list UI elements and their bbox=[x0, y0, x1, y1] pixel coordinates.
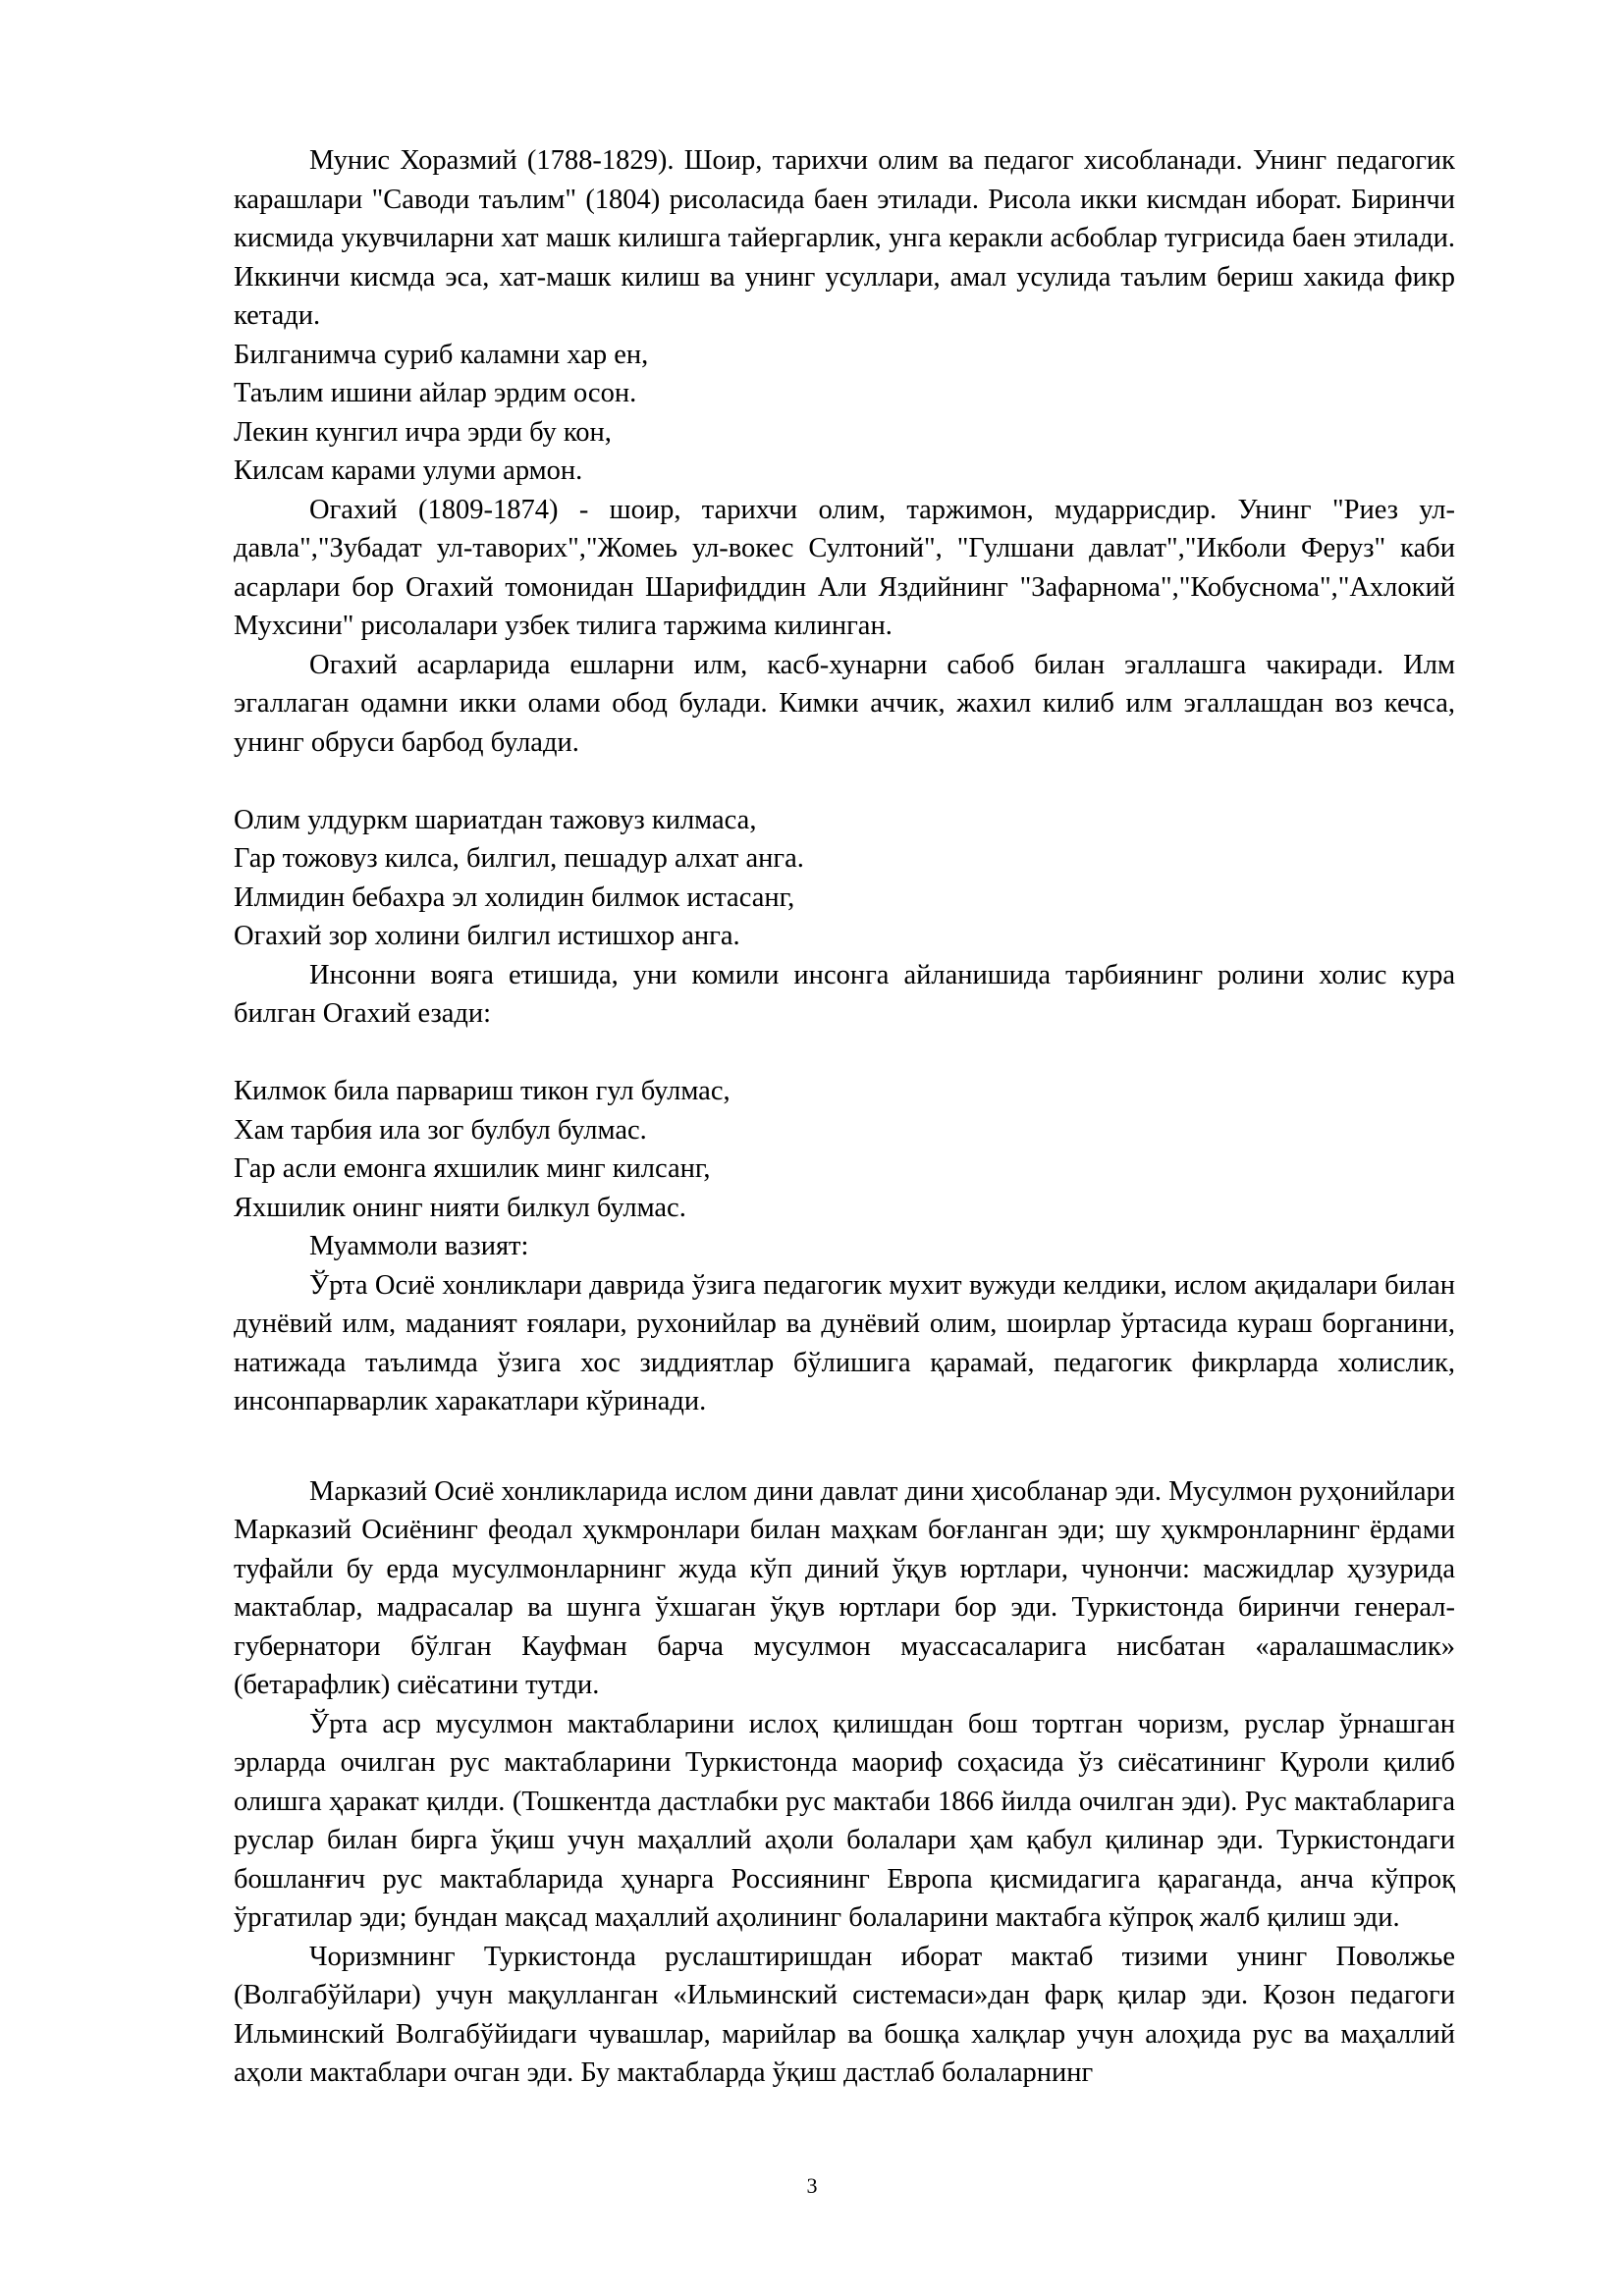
blank-line bbox=[234, 1034, 1455, 1073]
problem-label: Муаммоли вазият: bbox=[309, 1231, 529, 1261]
verse-munis bbox=[234, 336, 1455, 491]
verse-line: Гар тожовуз килса, билгил, пешадур алхат анга. bbox=[234, 843, 804, 874]
verse-line: Килмок била парвариш тикон гул булмас, bbox=[234, 1076, 731, 1106]
paragraph-ogahiy-intro: Огахий (1809-1874) - шоир, тарихчи олим, таржимон, мударрисдир. Унинг "Риез ул-давла","Зубадат ул-таворих","Жомеь ул-вокес Султоний", "Гулшани давлат","Икболи Феруз" каби асарлари бор Огахий томонидан Шарифиддин Али Яздийнинг "Зафарнома","Кобуснома","Ахлокий Мухсини" рисолалари узбек тилига таржима килинган. bbox=[234, 494, 1455, 641]
verse-ogahiy-1 bbox=[234, 801, 1455, 956]
verse-line: Билганимча суриб каламни хар ен, bbox=[234, 339, 649, 370]
page-number: 3 bbox=[806, 2173, 818, 2198]
paragraph-upbringing: Инсонни вояга етишида, уни комили инсонга айланишида тарбиянинг ролини холис кура билган Огахий езади: bbox=[234, 959, 1455, 1029]
verse-line: Килсам карами улуми армон. bbox=[234, 455, 583, 486]
verse-line: Илмидин бебахра эл холидин билмок истасанг, bbox=[234, 881, 795, 913]
verse-line: Огахий зор холини билгил истишхор анга. bbox=[234, 921, 740, 951]
paragraph-munis: Мунис Хоразмий (1788-1829). Шоир, тарихчи олим ва педагог хисобланади. Унинг педагогик карашлари "Саводи таълим" (1804) рисоласида баен этилади. Рисола икки кисмдан иборат. Биринчи кисмида укувчиларни хат машк килишга тайергарлик, унга керакли асбоблар тугрисида баен этилади. Иккинчи кисмда эса, хат-машк килиш ва унинг усуллари, амал усулида таълим бериш хакида фикр кетади. bbox=[234, 145, 1455, 331]
blank-line bbox=[234, 762, 1455, 801]
paragraph-problem: Ўрта Осиё хонликлари даврида ўзига педагогик мухит вужуди келдики, ислом ақидалари билан дунёвий илм, маданият ғоялари, рухонийлар ва дунёвий олим, шоирлар ўртасида кураш борганини, натижада таълимда ўзига хос зиддиятлар бўлишига қарамай, педагогик фикрларда холислик, инсонпарварлик харакатлари кўринади. bbox=[234, 1269, 1455, 1416]
verse-line: Лекин кунгил ичра эрди бу кон, bbox=[234, 416, 612, 448]
verse-line: Таълим ишини айлар эрдим осон. bbox=[234, 378, 637, 408]
spacer bbox=[234, 1461, 1455, 1472]
verse-line: Олим улдуркм шариатдан тажовуз килмаса, bbox=[234, 804, 757, 835]
verse-ogahiy-2 bbox=[234, 1072, 1455, 1227]
page-content bbox=[234, 141, 1455, 2093]
verse-line: Гар асли емонга яхшилик минг килсанг, bbox=[234, 1153, 711, 1184]
paragraph-ogahiy-works: Огахий асарларида ешларни илм, касб-хунарни сабоб билан эгаллашга чакиради. Илм эгаллаган одамни икки олами обод булади. Кимки аччик, жахил килиб илм эгаллашдан воз кечса, унинг обруси барбод булади. bbox=[234, 649, 1455, 758]
verse-line: Хам тарбия ила зог булбул булмас. bbox=[234, 1114, 647, 1146]
paragraph-central-asia: Марказий Осиё хонликларида ислом дини давлат дини ҳисобланар эди. Мусулмон руҳонийлари Марказий Осиёнинг феодал ҳукмронлари билан маҳкам боғланган эди; шу ҳукмронларнинг ёрдами туфайли бу ерда мусулмонларнинг жуда кўп диний ўқув юртлари, чунончи: масжидлар ҳузурида мактаблар, мадрасалар ва шунга ўхшаган ўқув юртлари бор эди. Туркистонда биринчи генерал-губернатори бўлган Кауфман барча мусулмон муассасаларига нисбатан «аралашмаслик» (бетарафлик) сиёсатини тутди. bbox=[234, 1475, 1455, 1700]
paragraph-tsarism: Ўрта аср мусулмон мактабларини ислоҳ қилишдан бош тортган чоризм, руслар ўрнашган эрларда очилган рус мактабларини Туркистонда маориф соҳасида ўз сиёсатининг Қуроли қилиб олишга ҳаракат қилди. (Тошкентда дастлабки рус мактаби 1866 йилда очилган эди). Рус мактабларига руслар билан бирга ўқиш учун маҳаллий аҳоли болалари ҳам қабул қилинар эди. Туркистондаги бошланғич рус мактабларида ҳунарга Россиянинг Европа қисмидагига қараганда, анча кўпроқ ўргатилар эди; бундан мақсад маҳаллий аҳолининг болаларини мактабга кўпроқ жалб қилиш эди. bbox=[234, 1708, 1455, 1933]
verse-line: Яхшилик онинг нияти билкул булмас. bbox=[234, 1192, 686, 1223]
paragraph-ilminsky: Чоризмнинг Туркистонда руслаштиришдан иборат мактаб тизими унинг Поволжье (Волгабўйлари) учун мақулланган «Ильминский системаси»дан фарқ қилар эди. Қозон педагоги Ильминский Волгабўйидаги чувашлар, марийлар ва бошқа халқлар учун алоҳида рус ва маҳаллий аҳоли мактаблари очган эди. Бу мактабларда ўқиш дастлаб болаларнинг bbox=[234, 1941, 1455, 2088]
blank-line bbox=[234, 1421, 1455, 1461]
